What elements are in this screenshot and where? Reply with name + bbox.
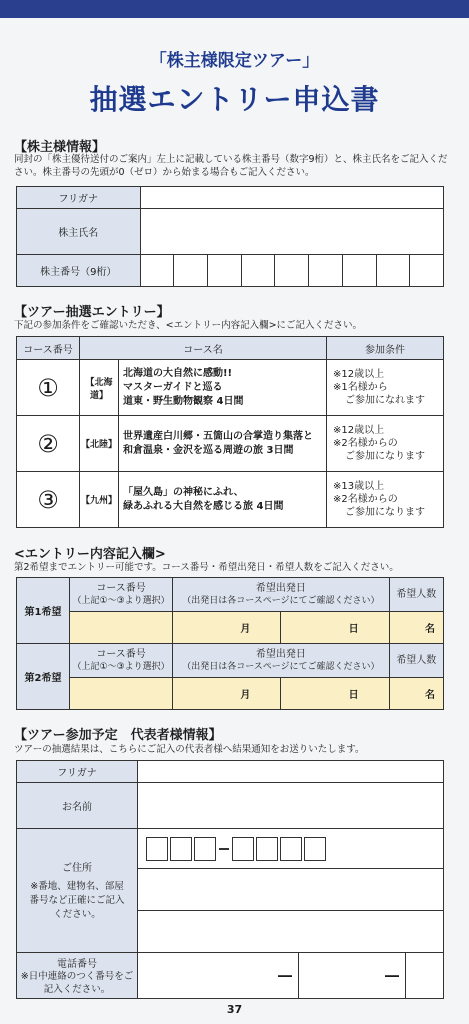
furigana-input[interactable] <box>140 187 443 209</box>
people-header: 希望人数 <box>389 644 443 678</box>
postal-code-input[interactable] <box>138 829 444 869</box>
phone-label-cell <box>17 953 138 999</box>
page-number: 37 <box>226 1003 243 1016</box>
second-choice-label: 第2希望 <box>17 644 70 710</box>
condition-line: ご参加になります <box>345 507 425 518</box>
col-course-name: コース名 <box>80 337 327 360</box>
course-number: ② <box>17 416 80 472</box>
course-header-title: コース番号 <box>96 582 146 594</box>
shareholder-table <box>16 186 444 287</box>
condition-line: ※1名様から <box>333 382 388 393</box>
course-header <box>70 644 173 678</box>
date-header-title: 希望出発日 <box>255 648 306 660</box>
postal-digit-box[interactable] <box>232 837 254 861</box>
date-header-hint: （出発日は各コースページにてご確認ください） <box>182 595 380 606</box>
postal-digit-box[interactable] <box>194 837 216 861</box>
address-label: ご住所 <box>62 863 92 874</box>
rep-heading: 【ツアー参加予定 代表者様情報】 <box>14 728 222 743</box>
first-month-input[interactable]: 月 <box>173 612 281 644</box>
shareholder-name-input[interactable] <box>140 209 443 255</box>
phone-note: ※日中連絡のつく番号をご記入ください。 <box>20 971 134 995</box>
postal-dash <box>219 848 229 850</box>
second-day-input[interactable]: 日 <box>281 678 389 710</box>
condition-line: ご参加になれます <box>345 395 425 406</box>
course-header-title: コース番号 <box>96 648 146 660</box>
rep-furigana-input[interactable] <box>138 761 444 783</box>
shareholder-note: 同封の「株主優待送付のご案内」左上に記載している株主番号（数字9桁）と、株主氏名をご記入ください。株主番号の先頭が0（ゼロ）から始まる場合もご記入ください。 <box>14 154 448 178</box>
digit-box[interactable] <box>174 255 208 287</box>
digit-box[interactable] <box>376 255 410 287</box>
course-name-line: 世界遺産白川郷・五箇山の合掌造り集落と <box>123 430 313 442</box>
address-line-2-input[interactable] <box>138 911 444 953</box>
course-name-line: 緑あふれる大自然を感じる旅 4日間 <box>123 500 284 512</box>
first-day-input[interactable]: 日 <box>281 612 389 644</box>
second-month-input[interactable]: 月 <box>173 678 281 710</box>
phone-exchange-input[interactable] <box>299 953 406 999</box>
second-people-input[interactable]: 名 <box>389 678 443 710</box>
condition-line: ※12歳以上 <box>333 369 385 380</box>
rep-name-input[interactable] <box>138 783 444 829</box>
first-choice-label: 第1希望 <box>17 578 70 644</box>
course-number: ① <box>17 360 80 416</box>
date-header-hint: （出発日は各コースページにてご確認ください） <box>182 661 380 672</box>
shareholder-heading: 【株主様情報】 <box>14 140 106 155</box>
postal-digit-box[interactable] <box>146 837 168 861</box>
form-subtitle: 「株主様限定ツアー」 <box>149 51 320 71</box>
course-number: ③ <box>17 472 80 528</box>
first-course-input[interactable] <box>70 612 173 644</box>
form-title: 抽選エントリー申込書 <box>89 83 380 116</box>
col-course-number: コース番号 <box>17 337 80 360</box>
entry-form-note: 第2希望までエントリー可能です。コース番号・希望出発日・希望人数をご記入ください。 <box>14 562 399 573</box>
entry-note: 下記の参加条件をご確認いただき、<エントリー内容記入欄>にご記入ください。 <box>14 320 363 331</box>
course-conditions <box>327 472 444 528</box>
col-conditions: 参加条件 <box>327 337 444 360</box>
entry-form-heading: <エントリー内容記入欄> <box>14 547 166 562</box>
phone-area-input[interactable] <box>138 953 299 999</box>
digit-box[interactable] <box>342 255 376 287</box>
address-note: ※番地、建物名、部屋番号など正確にご記入ください。 <box>29 881 125 920</box>
address-label-cell <box>17 829 138 953</box>
course-conditions <box>327 360 444 416</box>
address-line-1-input[interactable] <box>138 869 444 911</box>
course-name <box>119 472 327 528</box>
course-name-line: 和倉温泉・金沢を巡る周遊の旅 3日間 <box>123 444 294 456</box>
postal-digit-box[interactable] <box>280 837 302 861</box>
first-people-input[interactable]: 名 <box>389 612 443 644</box>
entry-heading: 【ツアー抽選エントリー】 <box>14 305 170 320</box>
date-header <box>173 644 390 678</box>
course-name-line: 道東・野生動物観察 4日間 <box>123 395 244 407</box>
phone-separator: ― <box>278 967 292 984</box>
course-region: 【九州】 <box>80 472 119 528</box>
rep-name-label: お名前 <box>17 783 138 829</box>
condition-line: ※2名様からの <box>333 438 398 449</box>
furigana-label: フリガナ <box>17 187 141 209</box>
course-table <box>16 336 444 528</box>
rep-table <box>16 760 444 999</box>
postal-digit-box[interactable] <box>304 837 326 861</box>
rep-furigana-label: フリガナ <box>17 761 138 783</box>
digit-box[interactable] <box>208 255 242 287</box>
condition-line: ※2名様からの <box>333 494 398 505</box>
course-name <box>119 360 327 416</box>
date-header-title: 希望出発日 <box>255 582 306 594</box>
rep-note: ツアーの抽選結果は、こちらにご記入の代表者様へ結果通知をお送りいたします。 <box>14 744 365 755</box>
course-name-line: マスターガイドと巡る <box>123 381 223 393</box>
condition-line: ※13歳以上 <box>333 481 385 492</box>
phone-subscriber-input[interactable] <box>406 953 444 999</box>
top-band <box>0 0 469 18</box>
number-label: 株主番号（9桁） <box>17 255 141 287</box>
phone-label: 電話番号 <box>57 959 97 970</box>
condition-line: ※12歳以上 <box>333 425 385 436</box>
course-row <box>17 472 444 528</box>
condition-line: ご参加になります <box>345 451 425 462</box>
digit-box[interactable] <box>309 255 343 287</box>
course-region: 【北陸】 <box>80 416 119 472</box>
course-row <box>17 416 444 472</box>
course-row <box>17 360 444 416</box>
digit-box[interactable] <box>241 255 275 287</box>
entry-form-table <box>16 577 444 710</box>
second-course-input[interactable] <box>70 678 173 710</box>
course-header-hint: （上記①～③より選択） <box>72 595 170 606</box>
digit-box[interactable] <box>140 255 174 287</box>
course-name <box>119 416 327 472</box>
people-header: 希望人数 <box>389 578 443 612</box>
course-name-line: 北海道の大自然に感動!! <box>123 367 233 379</box>
course-header-hint: （上記①～③より選択） <box>72 661 170 672</box>
course-name-line: 「屋久島」の神秘にふれ、 <box>123 486 244 498</box>
course-conditions <box>327 416 444 472</box>
phone-separator: ― <box>385 967 399 984</box>
digit-box[interactable] <box>275 255 309 287</box>
course-region: 【北海道】 <box>80 360 119 416</box>
course-header <box>70 578 173 612</box>
postal-digit-box[interactable] <box>170 837 192 861</box>
date-header <box>173 578 390 612</box>
postal-digit-box[interactable] <box>256 837 278 861</box>
name-label: 株主氏名 <box>17 209 141 255</box>
digit-box[interactable] <box>410 255 444 287</box>
